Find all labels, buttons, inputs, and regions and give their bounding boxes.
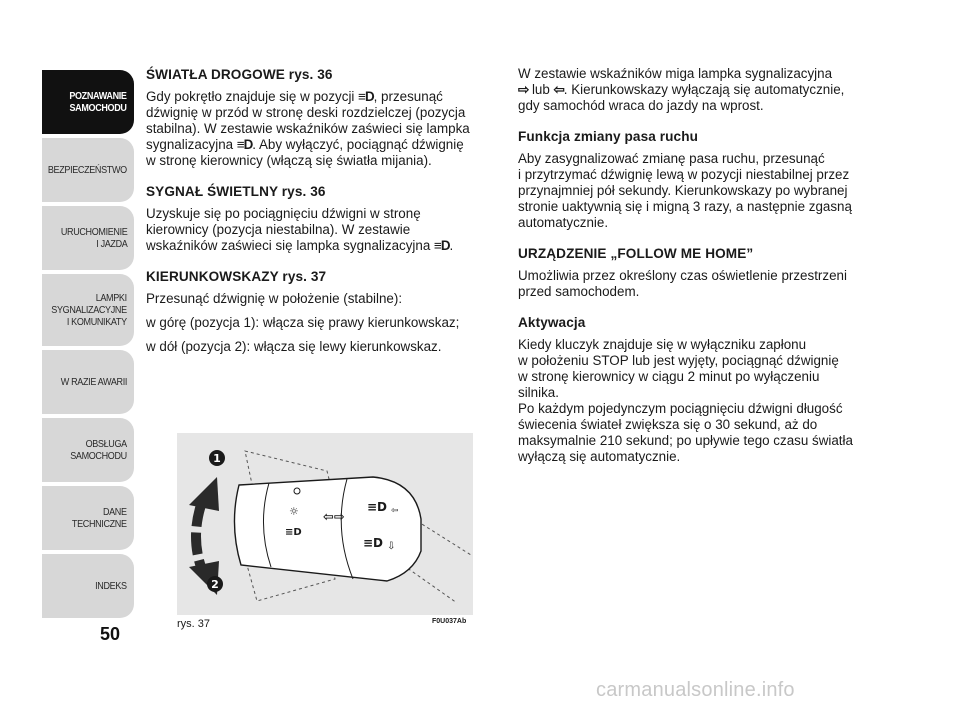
sidebar-tab-obsluga-samochodu[interactable]: OBSŁUGA SAMOCHODU — [42, 418, 134, 482]
figure-caption: rys. 37 — [177, 618, 211, 630]
svg-text:2: 2 — [211, 578, 219, 591]
paragraph-turn-left: w dół (pozycja 2): włącza się lewy kierunkowskaz. — [146, 339, 442, 354]
stalk-movement-arrow — [196, 505, 201, 567]
flash-signal-icon: ≡D — [363, 536, 384, 550]
sidebar-tab-poznawanie-samochodu[interactable]: POZNAWANIE SAMOCHODU — [42, 70, 134, 134]
left-column — [146, 66, 486, 363]
heading-flash-signal: SYGNAŁ ŚWIETLNY rys. 36 — [146, 184, 326, 199]
heading-high-beam: ŚWIATŁA DROGOWE rys. 36 — [146, 67, 333, 82]
svg-text:⇩: ⇩ — [387, 541, 396, 552]
heading-turn-signals: KIERUNKOWSKAZY rys. 37 — [146, 269, 327, 284]
arrow-up-head — [189, 477, 219, 511]
low-beam-icon: ≡D — [285, 527, 302, 538]
paragraph-lane-change: Aby zasygnalizować zmianę pasa ruchu, przesunąć i przytrzymać dźwignię lewą w pozycji niestabilnej przez przynajmniej pół sekundy. Kierunkowskazy po wybranej stronie uaktywnią się i migną 3 razy, a następnie zgasną automatycznie. — [518, 151, 852, 230]
paragraph-flash-signal: Uzyskuje się po pociągnięciu dźwigni w stronę kierownicy (pozycja niestabilna). W zestawie wskaźników zaświeci się lampka sygnalizacyjna ≡D. — [146, 206, 454, 253]
sidebar-tab-lampki-sygnalizacyjne[interactable]: LAMPKI SYGNALIZACYJNE I KOMUNIKATY — [42, 274, 134, 346]
turn-right-arrow-icon: ⇨ — [518, 82, 529, 97]
right-column — [518, 66, 878, 465]
paragraph-turn-signals: Przesunąć dźwignię w położenie (stabilne): — [146, 291, 403, 306]
high-beam-icon: ≡D — [358, 89, 374, 104]
stalk-illustration — [177, 433, 473, 615]
page-number: 50 — [100, 624, 121, 644]
heading-activation: Aktywacja — [518, 315, 586, 330]
sidebar-tab-w-razie-awarii[interactable]: W RAZIE AWARII — [42, 350, 134, 414]
figure-turn-signal-stalk — [177, 433, 473, 615]
watermark: carmanualsonline.info — [596, 679, 795, 701]
figure-code: F0U037Ab — [432, 618, 467, 625]
paragraph-follow-me-home: Umożliwia przez określony czas oświetlenie przestrzeni przed samochodem. — [518, 268, 847, 299]
paragraph-turn-right: w górę (pozycja 1): włącza się prawy kierunkowskaz; — [146, 315, 460, 330]
sidebar-tab-indeks[interactable]: INDEKS — [42, 554, 134, 618]
paragraph-high-beam: Gdy pokrętło znajduje się w pozycji ≡D, przesunąć dźwignię w przód w stronę deski rozdzielczej (pozycja stabilna). W zestawie wskaźników zaświeci się lampka sygnalizacyjna ≡D. Aby wyłączyć, pociągnąć dźwignię w stronę kierownicy (włączą się światła mijania). — [146, 89, 470, 168]
paragraph-indicator-blink: W zestawie wskaźników miga lampka sygnalizacyjna ⇨ lub ⇦. Kierunkowskazy wyłączają się automatycznie, gdy samochód wraca do jazdy na wprost. — [518, 66, 845, 113]
sidebar-tab-dane-techniczne[interactable]: DANE TECHNICZNE — [42, 486, 134, 550]
turn-left-arrow-icon: ⇦ — [553, 82, 564, 97]
sidebar-tab-bezpieczenstwo[interactable]: BEZPIECZEŃSTWO — [42, 138, 134, 202]
parking-light-icon: ☼ — [289, 505, 299, 518]
high-beam-icon: ≡D — [434, 238, 450, 253]
svg-text:⇦: ⇦ — [391, 506, 399, 516]
turn-arrows-icon: ⇦⇨ — [323, 510, 345, 525]
high-beam-icon: ≡D — [236, 137, 253, 152]
sidebar-tab-uruchomienie-i-jazda[interactable]: URUCHOMIENIE I JAZDA — [42, 206, 134, 270]
high-beam-icon: ≡D — [367, 500, 388, 514]
stalk-body — [234, 477, 421, 581]
paragraph-activation: Kiedy kluczyk znajduje się w wyłączniku zapłonu w położeniu STOP lub jest wyjęty, pociągnąć dźwignię w stronę kierownicy w ciągu 2 minut po wyłączeniu silnika. Po każdym pojedynczym pociągnięciu dźwigni długość świecenia świateł zwiększa się o 30 sekund, aż do maksymalnie 210 sekund; po upływie tego czasu światła wyłączą się automatycznie. — [518, 337, 853, 464]
heading-lane-change: Funkcja zmiany pasa ruchu — [518, 129, 699, 144]
svg-text:1: 1 — [213, 452, 221, 465]
heading-follow-me-home: URZĄDZENIE „FOLLOW ME HOME” — [518, 246, 754, 261]
